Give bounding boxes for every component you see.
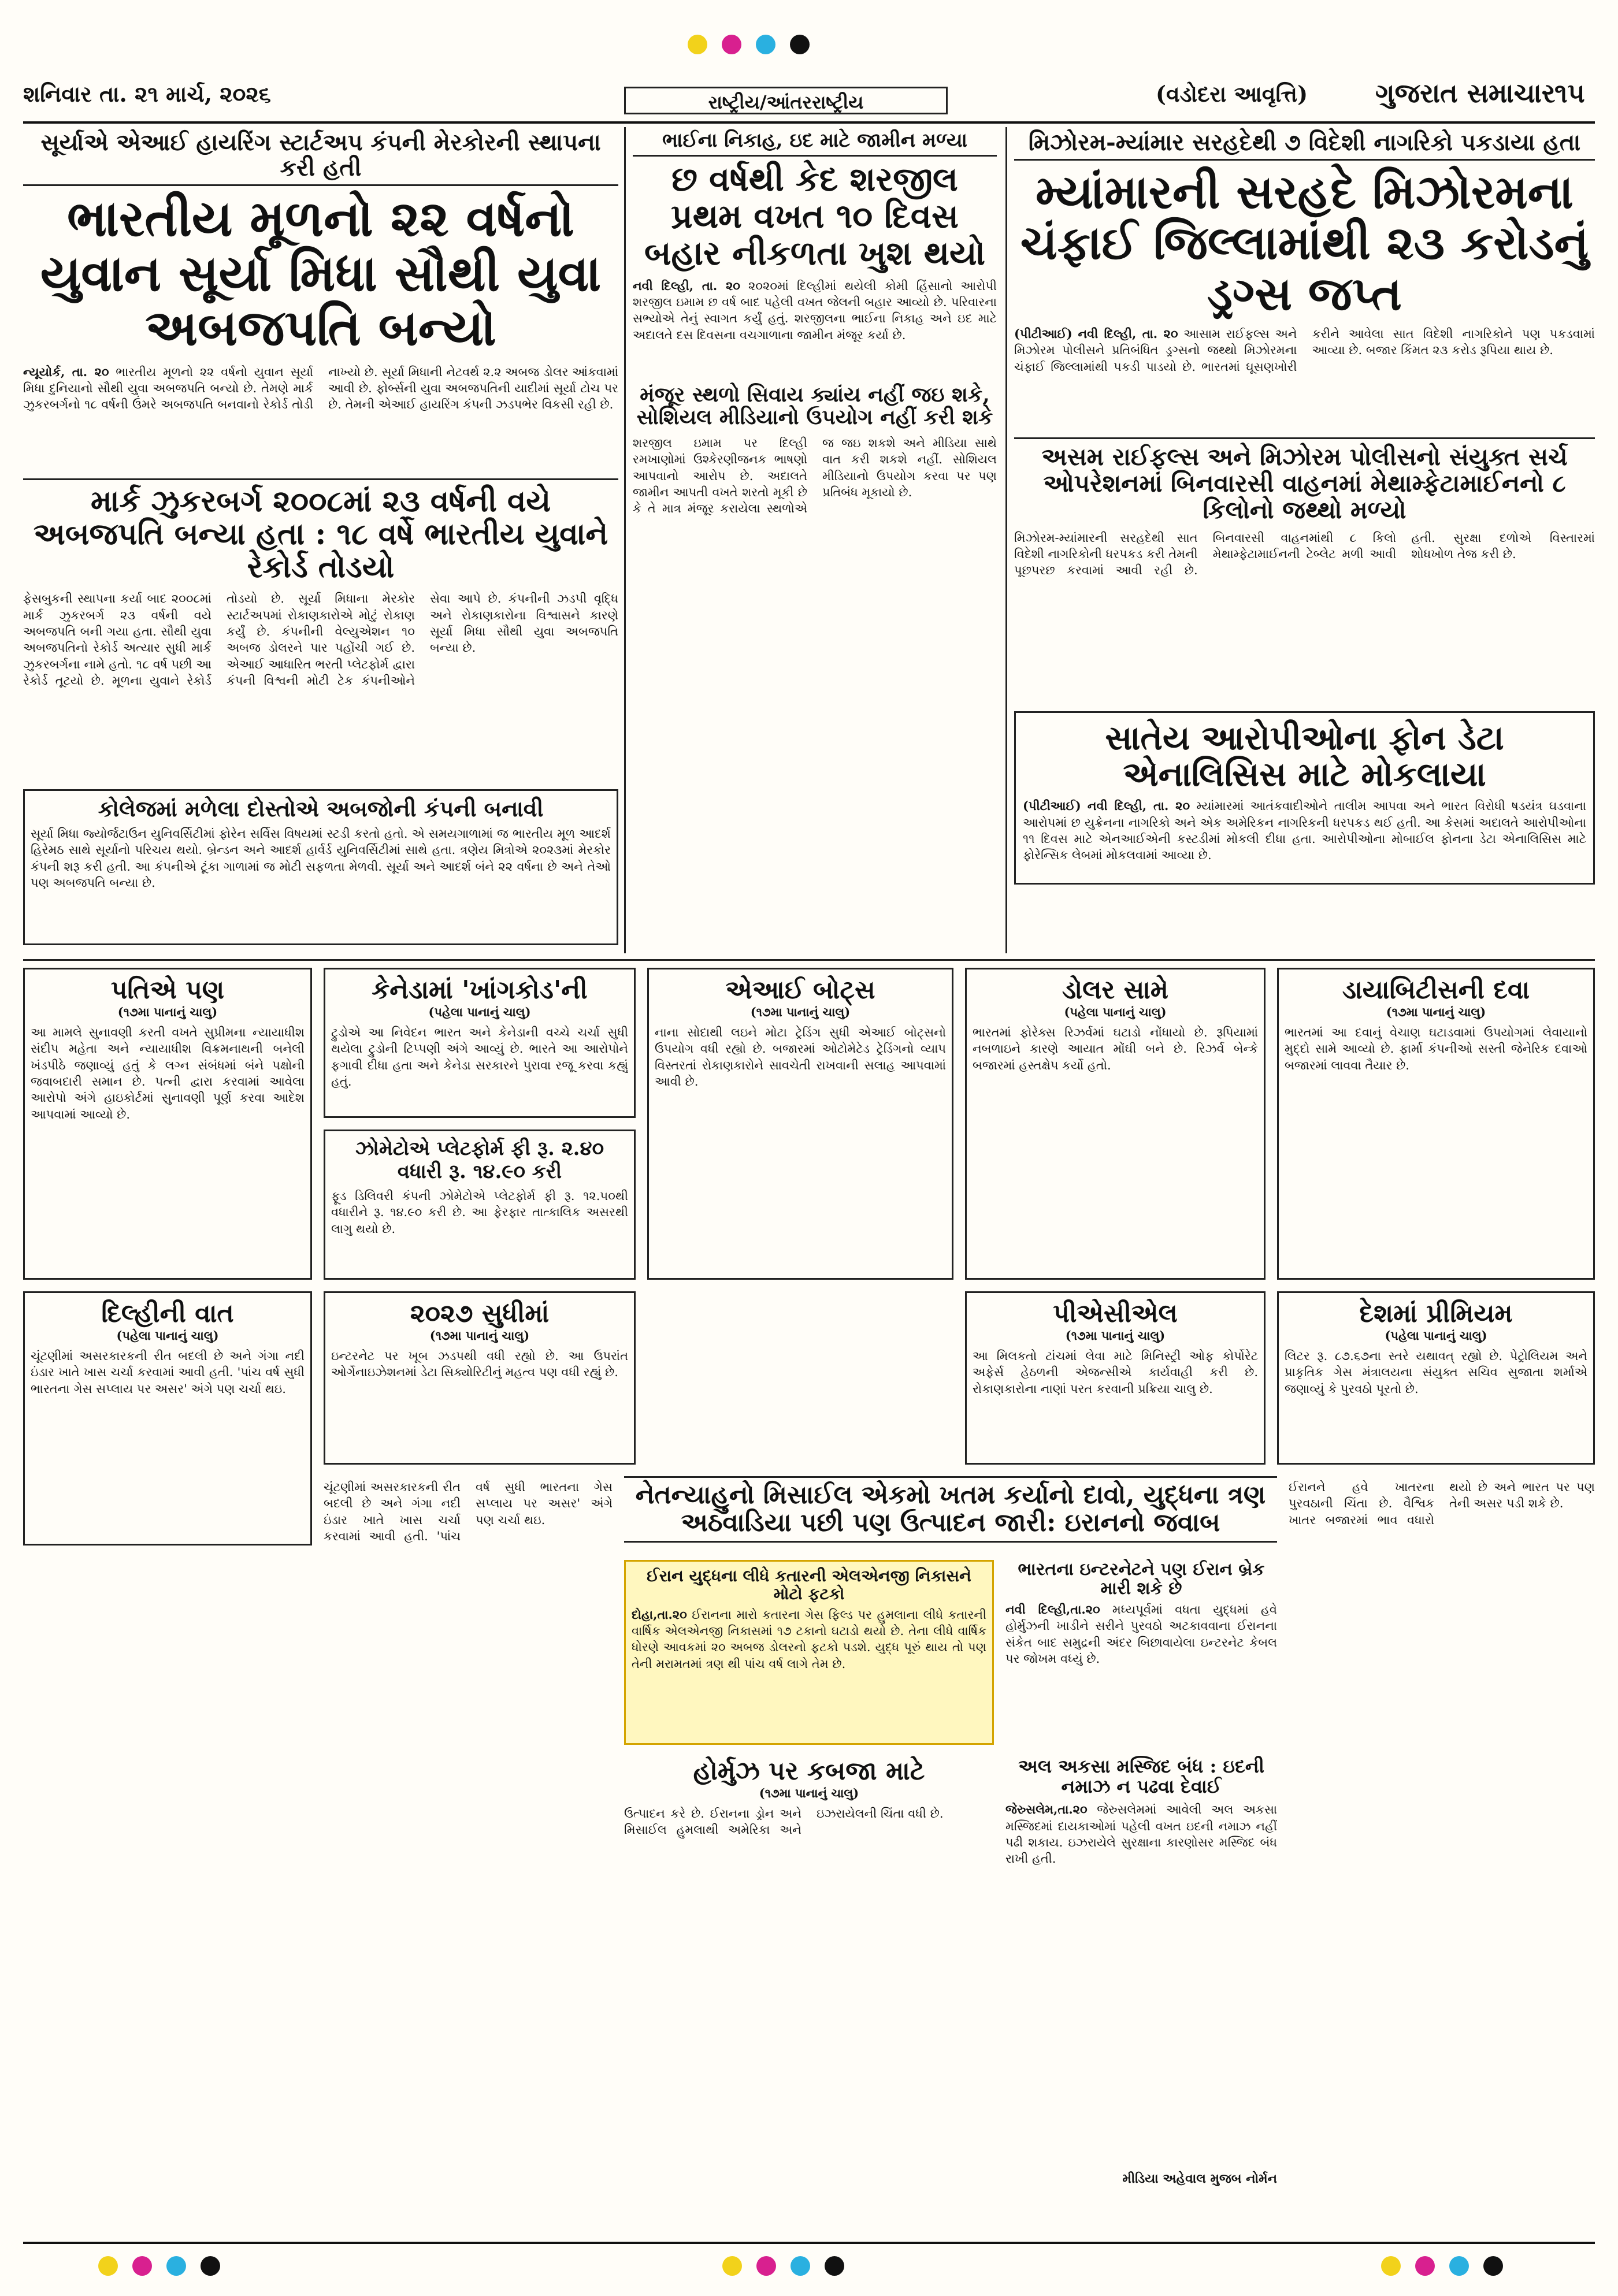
- registration-marks-top: [682, 35, 815, 57]
- registration-marks-bottom-center: [717, 2256, 850, 2278]
- mosque-story: [1005, 1756, 1277, 2230]
- internet-body: મધ્યપૂર્વમાં વધતા યુદ્ધમાં હવે હોર્મુઝની ખાડીને સરીને પુરવઠો અટકાવવાના ઈરાનના સંકેત બાદ સમુદ્રની અંદર બિછાવાયેલા ઇન્ટરનેટ કેબલ પર જોખમ વધ્યું છે.: [1005, 1603, 1277, 1666]
- mosque-body: જેરુસલેમમાં આવેલી અલ અકસા મસ્જિદમાં દાયકાઓમાં પહેલી વખત ઇદની નમાઝ નહીં પઢી શકાય. ઇઝરાયેલે સુરક્ષાના કારણોસર મસ્જિદ બંધ રાખી હતી.: [1005, 1803, 1277, 1866]
- internet-dateline: નવી દિલ્હી,તા.૨૦: [1005, 1602, 1100, 1617]
- story3-subhead: અસમ રાઈફલ્સ અને મિઝોરમ પોલીસનો સંયુક્ત સર્ચ ઓપરેશનમાં બિનવારસી વાહનમાં મેથામ્ફેટામાઈનનો ૮ કિલોનો જથ્થો મળ્યો: [1014, 437, 1595, 524]
- yellow-dot-icon: [688, 35, 707, 54]
- story2-headline: છ વર્ષથી કેદ શરજીલ પ્રથમ વખત ૧૦ દિવસ બહાર નીકળતા ખુશ થયો: [644, 159, 986, 273]
- qatar-box-body: ઈરાનના મારો કતારના ગેસ ફિલ્ડ પર હુમલાના લીધે કતારની વાર્ષિક એલએનજી નિકાસમાં ૧૭ ટકાનો ઘટાડો થયો છે. તેના લીધે વાર્ષિક ધોરણે આવકમાં ૨૦ અબજ ડોલરનો ફટકો પડશે. યુદ્ધ પૂરું થાય તો પણ તેની મરામતમાં ત્રણ થી પાંચ વર્ષ લાગે તેમ છે.: [632, 1607, 986, 1671]
- cont-item-sub: (૧૭મા પાનાનું ચાલુ): [750, 1005, 851, 1019]
- cont-item-head: એઆઈ બોટ્સ: [725, 975, 875, 1005]
- story1-body: ફેસબુકની સ્થાપના કર્યા બાદ ૨૦૦૮માં માર્ક ઝુકરબર્ગ ૨૩ વર્ષની વયે અબજપતિ બની ગયા હતા. સૌથી યુવા અબજપતિનો રેકોર્ડ અત્યાર સુધી માર્ક ઝુકરબર્ગના નામે હતો. ૧૮ વર્ષ પછી આ રેકોર્ડ તૂટયો છે. મૂળના યુવાને રેકોર્ડ તોડયો છે. સૂર્યા મિધાના મેરકોર સ્ટાર્ટઅપમાં રોકાણકારોએ મોટું રોકાણ કર્યું છે. કંપનીની વેલ્યુએશન ૧૦ અબજ ડોલરને પાર પહોંચી ગઈ છે. એઆઈ આધારિત ભરતી પ્લેટફોર્મ દ્વારા કંપની વિશ્વની મોટી ટેક કંપનીઓને સેવા આપે છે. કંપનીની ઝડપી વૃદ્ધિ અને રોકાણકારોના વિશ્વાસને કારણે સૂર્યા મિધા સૌથી યુવા અબજપતિ બન્યા છે.: [23, 592, 618, 688]
- edition-label: (વડોદરા આવૃત્તિ): [1156, 81, 1308, 107]
- story4-lead: [1023, 798, 1586, 885]
- internet-head: ભારતના ઇન્ટરનેટને પણ ઈરાન બ્રેક મારી શકે છે: [1018, 1559, 1265, 1599]
- story2-subhead: મંજૂર સ્થળો સિવાય ક્યાંય નહીં જઇ શકે, સોશિયલ મીડિયાનો ઉપયોગ નહીં કરી શકે: [636, 382, 993, 430]
- hormuz-body: ઉત્પાદન કરે છે. ઈરાનના ડ્રોન અને મિસાઈલ હુમલાથી અમેરિકા અને ઇઝરાયેલની ચિંતા વધી છે.: [624, 1807, 944, 1837]
- cont-item-body: ફૂડ ડિલિવરી કંપની ઝોમેટોએ પ્લેટફોર્મ ફી રૂ. ૧૨.૫૦થી વધારીને રૂ. ૧૪.૯૦ કરી છે. આ ફેરફાર તાત્કાલિક અસરથી લાગુ થયો છે.: [331, 1189, 628, 1236]
- cont-item-head: ડોલર સામે: [1062, 975, 1168, 1005]
- story1-lead: [23, 364, 618, 474]
- qatar-box-dateline: દોહા,તા.૨૦: [632, 1607, 687, 1622]
- cyan-dot-icon: [791, 2256, 810, 2276]
- story5-headline: નેતન્યાહુનો મિસાઈલ એકમો ખતમ કર્યાનો દાવો, યુદ્ધના ત્રણ અઠવાડિયા પછી પણ ઉત્પાદન જારી: ઇરાનનો જવાબ: [624, 1476, 1277, 1543]
- cont-item-head: દિલ્હીની વાત: [101, 1299, 234, 1328]
- hormuz-head: હોર્મુઝ પર કબજા માટે: [693, 1756, 925, 1786]
- cont-item-sub: (૧૭મા પાનાનું ચાલુ): [1065, 1328, 1166, 1343]
- story3-headline: મ્યાંમારની સરહદે મિઝોરમના ચંફાઈ જિલ્લામાંથી ૨૩ કરોડનું ડ્રગ્સ જપ્ત: [1020, 165, 1589, 321]
- hormuz-sub: (૧૭મા પાનાનું ચાલુ): [759, 1786, 859, 1800]
- story3-kicker: મિઝોરમ-મ્યાંમાર સરહદેથી ૭ વિદેશી નાગરિકો પકડાયા હતા: [1014, 130, 1595, 161]
- cont-item-body: ચૂંટણીમાં અસરકારકની રીત બદલી છે અને ગંગા નદી ઇંડાર ખાતે ખાસ ચર્ચા કરવામાં આવી હતી. 'પાંચ વર્ષ સુધી ભારતના ગેસ સપ્લાય પર અસર' અંગે પણ ચર્ચા થઇ.: [31, 1349, 305, 1396]
- cont-item: [324, 968, 636, 1118]
- cont-item-body: આ મિલકતો ટાંચમાં લેવા માટે મિનિસ્ટ્રી ઓફ કોર્પોરેટ અફેર્સ હેઠળની એજન્સીએ કાર્યવાહી કરી છે. રોકાણકારોના નાણાં પરત કરવાની પ્રક્રિયા ચાલુ છે.: [973, 1349, 1258, 1396]
- cont-item: [23, 1291, 312, 1545]
- column-rule: [624, 127, 626, 953]
- story2-dateline: નવી દિલ્હી, તા. ૨૦: [633, 278, 740, 293]
- qatar-box-lead: [632, 1607, 986, 1745]
- black-dot-icon: [825, 2256, 844, 2276]
- cyan-dot-icon: [1449, 2256, 1469, 2276]
- cont-item-head: ૨૦૨૭ સુધીમાં: [410, 1299, 550, 1328]
- mosque-head: અલ અકસા મસ્જિદ બંધ : ઇદની નમાઝ ન પઢવા દેવાઈ: [1018, 1755, 1264, 1798]
- cont-item: [647, 968, 953, 1280]
- cont-item: [324, 1291, 636, 1465]
- credit-line: મીડિયા અહેવાલ મુજબ નોર્મન: [1122, 2171, 1277, 2187]
- cont-item: [324, 1130, 636, 1280]
- black-dot-icon: [201, 2256, 220, 2276]
- lower-left-columns: [324, 1479, 613, 2230]
- cont-item-head: દેશમાં પ્રીમિયમ: [1359, 1299, 1513, 1328]
- qatar-box: [624, 1560, 994, 1745]
- story4-dateline: નવી દિલ્હી, તા. ૨૦: [1087, 798, 1190, 813]
- lower-right-text: ઈરાનને હવે ખાતરના પુરવઠાની ચિંતા છે. વૈશ્વિક ખાતર બજારમાં ભાવ વધારો થયો છે અને ભારત પર પણ તેની અસર પડી શકે છે.: [1289, 1480, 1595, 1527]
- cont-item-body: લિટર રૂ. ૮૭.૬૭ના સ્તરે યથાવત્ રહ્યો છે. પેટ્રોલિયમ અને પ્રાકૃતિક ગેસ મંત્રાલયના સંયુક્ત સચિવ સુજાતા શર્માએ જણાવ્યું કે પુરવઠો પૂરતો છે.: [1285, 1349, 1587, 1396]
- story1-subhead: માર્ક ઝુકરબર્ગ ૨૦૦૮માં ૨૩ વર્ષની વયે અબજપતિ બન્યા હતા : ૧૮ વર્ષે ભારતીય યુવાને રેકોર્ડ તોડયો: [23, 478, 618, 584]
- internet-story: [1005, 1560, 1277, 1745]
- story1-lead-text: ભારતીય મૂળનો ૨૨ વર્ષનો યુવાન સૂર્યા મિધા દુનિયાનો સૌથી યુવા અબજપતિ બન્યો છે. તેમણે માર્ક ઝુકરબર્ગનો ૧૮ વર્ષની ઉંમરે અબજપતિ બનવાનો રેકોર્ડ તોડી નાખ્યો છે. સૂર્યા મિધાની નેટવર્થ ૨.૨ અબજ ડોલર આંકવામાં આવી છે. ફોર્બ્સની યુવા અબજપતિની યાદીમાં સૂર્યા ટોચ પર છે. તેમની એઆઈ હાયરિંગ કંપની ઝડપભેર વિકસી રહી છે.: [23, 365, 618, 412]
- story2-body: ૨૦૨૦માં દિલ્હીમાં થયેલી કોમી હિંસાનો આરોપી શરજીલ ઇમામ છ વર્ષ બાદ પહેલી વખત જેલની બહાર આવ્યો છે. પરિવારના સભ્યોએ તેનું સ્વાગત કર્યું હતું. શરજીલના ભાઈના નિકાહ અને ઇદ માટે અદાલતે દસ દિવસના વચગાળાના જામીન મંજૂર કર્યા છે.: [633, 278, 997, 342]
- yellow-dot-icon: [98, 2256, 118, 2276]
- story2-lead: [633, 278, 997, 379]
- lower-right-columns: [1289, 1479, 1595, 2230]
- section-rule: [23, 959, 1595, 961]
- story2-sub-body: શરજીલ ઇમામ પર દિલ્હી રમખાણોમાં ઉશ્કેરણીજનક ભાષણો આપવાનો આરોપ છે. અદાલતે જામીન આપતી વખતે શરતો મૂકી છે કે તે માત્ર મંજૂર કરાયેલા સ્થળોએ જ જઇ શકશે અને મીડિયા સાથે વાત કરી શકશે નહીં. સોશિયલ મીડિયાનો ઉપયોગ કરવા પર પણ પ્રતિબંધ મૂકાયો છે.: [633, 436, 997, 516]
- lower-left-text: ચૂંટણીમાં અસરકારકની રીત બદલી છે અને ગંગા નદી ઇંડાર ખાતે ખાસ ચર્ચા કરવામાં આવી હતી. 'પાંચ વર્ષ સુધી ભારતના ગેસ સપ્લાય પર અસર' અંગે પણ ચર્ચા થઇ.: [324, 1480, 613, 1544]
- story3-lead: [1014, 326, 1595, 433]
- story4-body: મ્યાંમારમાં આતંકવાદીઓને તાલીમ આપવા અને ભારત વિરોધી ષડયંત્ર ઘડવાના આરોપમાં છ યુક્રેનના નાગરિકો અને એક અમેરિકન નાગરિકની ધરપકડ થઈ હતી. આ કેસમાં અદાલતે આરોપીઓના ૧૧ દિવસ માટે એનઆઈએની કસ્ટડીમાં મોકલી દીધા હતા. આરોપીઓના મોબાઈલ ફોનના ડેટા એનાલિસિસ માટે ફોરેન્સિક લેબમાં મોકલવામાં આવ્યા છે.: [1023, 799, 1586, 863]
- story1-dateline: ન્યૂયોર્ક, તા. ૨૦: [23, 364, 109, 379]
- cont-item-body: નાના સોદાથી લઇને મોટા ટ્રેડિંગ સુધી એઆઈ બોટ્સનો ઉપયોગ વધી રહ્યો છે. બજારમાં ઓટોમેટેડ ટ્રેડિંગનો વ્યાપ વિસ્તરતાં રોકાણકારોને સાવચેતી રાખવાની સલાહ આપવામાં આવી છે.: [655, 1026, 946, 1089]
- cont-item-body: આ મામલે સુનાવણી કરતી વખતે સુપ્રીમના ન્યાયાધીશ સંદીપ મહેતા અને ન્યાયાધીશ વિક્રમનાથની બનેલી ખંડપીઠે જણાવ્યું હતું કે લગ્ન સંબંધમાં બંને પક્ષોની જવાબદારી સમાન છે. પત્ની દ્વારા કરવામાં આવેલા આરોપો અંગે હાઇકોર્ટમાં સુનાવણી પૂર્ણ કરવા આદેશ આપવામાં આવ્યો છે.: [31, 1026, 305, 1121]
- mosque-dateline: જેરુસલેમ,તા.૨૦: [1005, 1802, 1088, 1817]
- yellow-dot-icon: [722, 2256, 742, 2276]
- cont-item-sub: (પહેલા પાનાનું ચાલુ): [428, 1005, 531, 1019]
- story3-sub-body: મિઝોરમ-મ્યાંમારની સરહદેથી સાત વિદેશી નાગરિકોની ધરપકડ કરી તેમની પૂછપરછ કરવામાં આવી રહી છે. બિનવારસી વાહનમાંથી ૮ કિલો મેથામ્ફેટામાઈનની ટેબ્લેટ મળી આવી હતી. સુરક્ષા દળોએ વિસ્તારમાં શોધખોળ તેજ કરી છે.: [1014, 530, 1595, 578]
- cont-item-head: કેનેડામાં 'ખાંગકોડ'ની: [372, 975, 588, 1005]
- magenta-dot-icon: [132, 2256, 152, 2276]
- story1-box-body: સૂર્યા મિધા જ્યોર્જટાઉન યુનિવર્સિટીમાં ફોરેન સર્વિસ વિષયમાં સ્ટડી કરતો હતો. એ સમયગાળામાં જ ભારતીય મૂળ આદર્શ હિરેમઠ સાથે સૂર્યાનો પરિચય થયો. બ્રેન્ડન અને આદર્શ હાર્વર્ડ યુનિવર્સિટીમાં સાથે હતા. ત્રણેય મિત્રોએ ૨૦૨૩માં મેરકોર કંપની શરૂ કરી હતી. આ કંપનીએ ટૂંકા ગાળામાં જ મોટી સફળતા મેળવી. સૂર્યા અને આદર્શ બંને ૨૨ વર્ષના છે અને તેઓ પણ અબજપતિ બન્યા છે.: [31, 827, 611, 890]
- cont-item-head: પતિએ પણ: [110, 975, 225, 1005]
- story4-box: [1014, 711, 1595, 885]
- paper-name: ગુજરાત સમાચાર: [1375, 77, 1556, 109]
- cyan-dot-icon: [166, 2256, 186, 2276]
- cont-item: [1277, 968, 1595, 1280]
- cont-item: [965, 968, 1266, 1280]
- cont-item-sub: (પહેલા પાનાનું ચાલુ): [1064, 1005, 1167, 1019]
- story1-headline: ભારતીય મૂળનો ૨૨ વર્ષનો યુવાન સૂર્યા મિધા સૌથી યુવા અબજપતિ બન્યો: [40, 190, 602, 358]
- cont-item-body: ભારતમાં ફોરેક્સ રિઝર્વમાં ઘટાડો નોંધાયો છે. રૂપિયામાં નબળાઇને કારણે આયાત મોંઘી બને છે. રિઝર્વ બેન્કે બજારમાં હસ્તક્ષેપ કર્યો હતો.: [973, 1026, 1258, 1072]
- cont-item-head: ઝોમેટોએ પ્લેટફોર્મ ફી રૂ. ૨.૪૦ વધારી રૂ. ૧૪.૯૦ કરી: [355, 1137, 604, 1183]
- section-label: રાષ્ટ્રીય/આંતરરાષ્ટ્રીય: [624, 87, 948, 114]
- story1-box-head: કોલેજમાં મળેલા દોસ્તોએ અબજોની કંપની બનાવી: [98, 796, 544, 822]
- qatar-box-head: ઈરાન યુદ્ધના લીધે કતારની એલએનજી નિકાસને મોટો ફટકો: [647, 1566, 971, 1603]
- column-rule: [1005, 127, 1007, 953]
- cyan-dot-icon: [756, 35, 775, 54]
- cont-item-sub: (૧૭મા પાનાનું ચાલુ): [429, 1328, 530, 1343]
- magenta-dot-icon: [722, 35, 741, 54]
- black-dot-icon: [790, 35, 810, 54]
- magenta-dot-icon: [756, 2256, 776, 2276]
- cont-item-sub: (પહેલા પાનાનું ચાલુ): [116, 1328, 219, 1343]
- story4-source: (પીટીઆઈ): [1023, 798, 1081, 813]
- story4-headline: સાતેય આરોપીઓના ફોન ડેટા એનાલિસિસ માટે મોકલાયા: [1105, 718, 1504, 794]
- internet-lead: [1005, 1602, 1277, 1740]
- story2-kicker: ભાઈના નિકાહ, ઇદ માટે જામીન મળ્યા: [633, 130, 997, 157]
- registration-marks-bottom-right: [1375, 2256, 1509, 2278]
- cont-item-sub: (૧૭મા પાનાનું ચાલુ): [117, 1005, 218, 1019]
- cont-item-body: ભારતમાં આ દવાનું વેચાણ ઘટાડવામાં ઉપયોગમાં લેવાયાનો મુદ્દો સામે આવ્યો છે. ફાર્મા કંપનીઓ સસ્તી જેનેરિક દવાઓ બજારમાં લાવવા તૈયાર છે.: [1285, 1026, 1587, 1072]
- yellow-dot-icon: [1381, 2256, 1401, 2276]
- cont-item: [1277, 1291, 1595, 1465]
- cont-item: [23, 968, 312, 1280]
- story3-body: આસામ રાઈફલ્સ અને મિઝોરમ પોલીસને પ્રતિબંધિત ડ્રગ્સનો જથ્થો મિઝોરમના ચંફાઈ જિલ્લામાંથી પકડી પાડયો છે. ભારતમાં ઘૂસણખોરી કરીને આવેલા સાત વિદેશી નાગરિકોને પણ પકડવામાં આવ્યા છે. બજાર કિંમત ૨૩ કરોડ રૂપિયા થાય છે.: [1014, 327, 1595, 374]
- story3-dateline: નવી દિલ્હી, તા. ૨૦: [1078, 326, 1178, 341]
- black-dot-icon: [1483, 2256, 1503, 2276]
- issue-date: શનિવાર તા. ૨૧ માર્ચ, ૨૦૨૬: [23, 81, 271, 107]
- cont-item-sub: (પહેલા પાનાનું ચાલુ): [1385, 1328, 1487, 1343]
- cont-item-head: પીએસીએલ: [1053, 1299, 1178, 1328]
- story1-kicker: સૂર્યાએ એઆઈ હાયરિંગ સ્ટાર્ટઅપ કંપની મેરકોરની સ્થાપના કરી હતી: [23, 130, 618, 186]
- cont-item-body: ઇન્ટરનેટ પર ખૂબ ઝડપથી વધી રહ્યો છે. આ ઉપરાંત ઓર્ગેનાઇઝેશનમાં ડેટા સિક્યોરિટીનું મહત્વ પણ વધી રહ્યું છે.: [331, 1349, 628, 1380]
- header-rule: [23, 121, 1595, 124]
- cont-item-sub: (૧૭મા પાનાનું ચાલુ): [1386, 1005, 1486, 1019]
- cont-item-head: ડાયાબિટીસની દવા: [1342, 975, 1530, 1005]
- cont-item-body: ટ્રુડોએ આ નિવેદન ભારત અને કેનેડાની વચ્ચે ચર્ચા સુધી થયેલા ટ્રુડોની ટિપ્પણી અંગે આવ્યું છે. ભારતે આ આરોપોને ફગાવી દીધા હતા અને કેનેડા સરકારને પુરાવા રજૂ કરવા કહ્યું હતું.: [331, 1026, 628, 1089]
- cont-item: [965, 1291, 1266, 1465]
- mosque-lead: [1005, 1801, 1277, 2171]
- continued-items: [23, 968, 1595, 1545]
- story1-box: [23, 789, 618, 945]
- story3-source: (પીટીઆઈ): [1014, 326, 1073, 341]
- hormuz-story: [624, 1756, 994, 2230]
- footer-rule: [23, 2242, 1595, 2244]
- page-number: ૧૫: [1554, 77, 1585, 109]
- magenta-dot-icon: [1415, 2256, 1435, 2276]
- registration-marks-bottom-left: [92, 2256, 226, 2278]
